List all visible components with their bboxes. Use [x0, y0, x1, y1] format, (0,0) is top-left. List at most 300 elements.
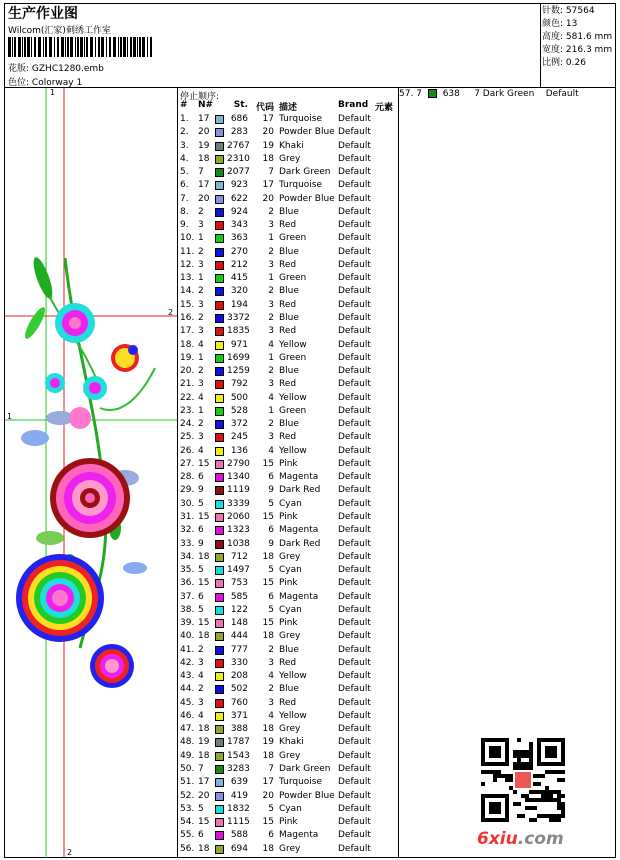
table-row: [179, 710, 399, 723]
row-needle: 18: [198, 631, 210, 642]
row-needle: 19: [198, 140, 210, 151]
pattern-label: 花版:: [8, 64, 30, 74]
row-index: 5.: [180, 167, 189, 178]
row-needle: 15: [198, 618, 210, 629]
row-description: Blue: [279, 286, 299, 297]
row-code: 4: [268, 710, 274, 721]
row-index: 12.: [180, 259, 195, 270]
color-swatch: [215, 181, 224, 190]
row-stitches: 1038: [227, 538, 250, 549]
row-description: Yellow: [279, 339, 307, 350]
row-brand: Default: [338, 299, 371, 310]
row-code: 4: [268, 392, 274, 403]
row-index: 29.: [180, 485, 195, 496]
row-code: 4: [268, 445, 274, 456]
table-row: [179, 484, 399, 497]
color-swatch: [215, 566, 224, 575]
row-stitches: 500: [230, 392, 248, 403]
table-row: [179, 325, 399, 338]
color-swatch: [215, 248, 224, 257]
row-description: Blue: [279, 684, 299, 695]
row-stitches: 1259: [227, 366, 250, 377]
row-code: 19: [262, 737, 274, 748]
row-brand: Default: [338, 366, 371, 377]
row-description: Turquoise: [279, 180, 323, 191]
row-needle: 1: [198, 352, 204, 363]
row-brand: Default: [338, 458, 371, 469]
row-stitches: 2310: [227, 153, 250, 164]
row-index: 42.: [180, 657, 195, 668]
row-index: 14.: [180, 286, 195, 297]
color-swatch: [215, 314, 224, 323]
row-needle: 15: [198, 578, 210, 589]
row-description: Dark Green: [279, 764, 331, 775]
table-row: [179, 259, 399, 272]
row-brand: Default: [338, 551, 371, 562]
row-needle: 5: [198, 803, 204, 814]
row-stitches: 415: [230, 273, 248, 284]
row-stitches: 122: [230, 604, 248, 615]
row-stitches: 136: [230, 445, 248, 456]
row-stitches: 148: [230, 618, 248, 629]
table-row: [179, 604, 399, 617]
row-index: 39.: [180, 618, 195, 629]
table-row: [179, 843, 399, 856]
table-row: [179, 683, 399, 696]
row-stitches: 245: [230, 432, 248, 443]
row-needle: 3: [198, 259, 204, 270]
row-stitches: 194: [230, 299, 248, 310]
color-swatch: [215, 473, 224, 482]
color-swatch: [215, 115, 224, 124]
row-needle: 15: [198, 511, 210, 522]
row-needle: 2: [198, 644, 204, 655]
table-row: [179, 299, 399, 312]
row-stitches: 588: [230, 830, 248, 841]
continued-brand: Default: [545, 89, 579, 99]
row-index: 13.: [180, 273, 195, 284]
watermark: 6xiu.com: [477, 829, 564, 849]
row-brand: Default: [338, 167, 371, 178]
row-code: 18: [262, 750, 274, 761]
row-code: 17: [262, 777, 274, 788]
row-brand: Default: [338, 193, 371, 204]
row-description: Turquoise: [279, 777, 323, 788]
row-code: 18: [262, 551, 274, 562]
table-row: [179, 538, 399, 551]
row-index: 18.: [180, 339, 195, 350]
row-stitches: 208: [230, 671, 248, 682]
row-description: Blue: [279, 419, 299, 430]
row-brand: Default: [338, 405, 371, 416]
row-code: 3: [268, 326, 274, 337]
row-stitches: 444: [230, 631, 248, 642]
row-description: Pink: [279, 578, 298, 589]
table-row: [179, 591, 399, 604]
table-row: [179, 471, 399, 484]
row-brand: Default: [338, 631, 371, 642]
row-index: 16.: [180, 312, 195, 323]
row-needle: 6: [198, 830, 204, 841]
row-code: 15: [262, 458, 274, 469]
row-description: Red: [279, 379, 297, 390]
table-row: [179, 829, 399, 842]
table-row: [179, 431, 399, 444]
row-code: 17: [262, 180, 274, 191]
continued-needle: 7: [416, 89, 422, 99]
row-description: Grey: [279, 551, 301, 562]
row-code: 6: [268, 472, 274, 483]
row-description: Grey: [279, 750, 301, 761]
row-description: Magenta: [279, 472, 319, 483]
row-stitches: 924: [230, 206, 248, 217]
row-description: Magenta: [279, 591, 319, 602]
row-brand: Default: [338, 153, 371, 164]
row-index: 4.: [180, 153, 189, 164]
row-stitches: 320: [230, 286, 248, 297]
row-description: Blue: [279, 246, 299, 257]
row-brand: Default: [338, 339, 371, 350]
row-needle: 6: [198, 591, 204, 602]
design-divider: [177, 87, 178, 858]
color-swatch: [215, 606, 224, 615]
color-swatch: [215, 672, 224, 681]
row-code: 20: [262, 127, 274, 138]
row-brand: Default: [338, 472, 371, 483]
row-code: 18: [262, 631, 274, 642]
row-stitches: 1323: [227, 525, 250, 536]
table-row: [179, 551, 399, 564]
row-needle: 15: [198, 458, 210, 469]
row-index: 51.: [180, 777, 195, 788]
row-brand: Default: [338, 114, 371, 124]
row-stitches: 3372: [227, 312, 250, 323]
row-stitches: 419: [230, 790, 248, 801]
row-needle: 2: [198, 206, 204, 217]
row-brand: Default: [338, 538, 371, 549]
color-swatch: [215, 593, 224, 602]
color-swatch: [215, 500, 224, 509]
row-index: 32.: [180, 525, 195, 536]
row-description: Grey: [279, 631, 301, 642]
row-index: 50.: [180, 764, 195, 775]
color-swatch: [215, 142, 224, 151]
row-description: Red: [279, 259, 297, 270]
row-index: 46.: [180, 710, 195, 721]
colorway-label: 色位:: [8, 78, 30, 88]
row-index: 53.: [180, 803, 195, 814]
row-code: 18: [262, 153, 274, 164]
row-index: 7.: [180, 193, 189, 204]
row-needle: 5: [198, 604, 204, 615]
color-swatch: [215, 646, 224, 655]
colorway-line: [8, 75, 82, 88]
table-row: [179, 339, 399, 352]
stats-divider: [540, 3, 541, 87]
row-description: Khaki: [279, 140, 304, 151]
color-swatch: [215, 619, 224, 628]
color-swatch: [215, 354, 224, 363]
row-code: 4: [268, 671, 274, 682]
row-code: 5: [268, 565, 274, 576]
row-index: 1.: [180, 114, 189, 124]
row-stitches: 270: [230, 246, 248, 257]
row-index: 15.: [180, 299, 195, 310]
row-code: 2: [268, 684, 274, 695]
row-code: 15: [262, 618, 274, 629]
row-description: Pink: [279, 458, 298, 469]
table-row: [179, 126, 399, 139]
row-brand: Default: [338, 259, 371, 270]
row-description: Pink: [279, 511, 298, 522]
color-swatch: [215, 553, 224, 562]
row-code: 15: [262, 578, 274, 589]
row-needle: 9: [198, 538, 204, 549]
color-swatch: [215, 738, 224, 747]
table-row: [179, 697, 399, 710]
row-brand: Default: [338, 803, 371, 814]
row-description: Blue: [279, 206, 299, 217]
row-index: 17.: [180, 326, 195, 337]
row-description: Red: [279, 326, 297, 337]
color-swatch: [215, 327, 224, 336]
row-brand: Default: [338, 777, 371, 788]
row-needle: 1: [198, 405, 204, 416]
row-needle: 19: [198, 737, 210, 748]
color-swatch: [215, 540, 224, 549]
row-index: 23.: [180, 405, 195, 416]
row-description: Cyan: [279, 604, 302, 615]
table-row: [179, 630, 399, 643]
row-needle: 7: [198, 764, 204, 775]
row-description: Blue: [279, 312, 299, 323]
row-description: Powder Blue: [279, 127, 335, 138]
row-code: 17: [262, 114, 274, 124]
header-code: 代码: [255, 103, 274, 113]
color-swatch: [215, 818, 224, 827]
row-brand: Default: [338, 445, 371, 456]
design-preview: [5, 88, 177, 858]
row-code: 7: [268, 764, 274, 775]
row-needle: 5: [198, 565, 204, 576]
row-brand: Default: [338, 432, 371, 443]
color-swatch: [215, 699, 224, 708]
row-brand: Default: [338, 326, 371, 337]
row-code: 9: [268, 485, 274, 496]
row-code: 2: [268, 246, 274, 257]
color-swatch: [215, 128, 224, 137]
row-needle: 4: [198, 445, 204, 456]
row-description: Dark Red: [279, 538, 321, 549]
row-description: Cyan: [279, 803, 302, 814]
row-stitches: 330: [230, 657, 248, 668]
row-index: 20.: [180, 366, 195, 377]
row-index: 24.: [180, 419, 195, 430]
color-swatch: [215, 367, 224, 376]
header-index: #: [180, 100, 188, 110]
table-row: [179, 445, 399, 458]
color-swatch: [215, 195, 224, 204]
row-needle: 18: [198, 551, 210, 562]
row-index: 48.: [180, 737, 195, 748]
row-needle: 6: [198, 525, 204, 536]
row-description: Green: [279, 352, 307, 363]
row-needle: 18: [198, 750, 210, 761]
row-code: 6: [268, 830, 274, 841]
row-brand: Default: [338, 206, 371, 217]
row-stitches: 923: [230, 180, 248, 191]
row-code: 3: [268, 299, 274, 310]
row-description: Yellow: [279, 710, 307, 721]
row-stitches: 777: [230, 644, 248, 655]
color-swatch: [215, 685, 224, 694]
barcode: [8, 37, 152, 57]
color-swatch: [215, 208, 224, 217]
table-row: [179, 763, 399, 776]
row-code: 2: [268, 419, 274, 430]
table-row: [179, 644, 399, 657]
row-brand: Default: [338, 220, 371, 231]
row-index: 27.: [180, 458, 195, 469]
row-code: 4: [268, 339, 274, 350]
header-brand: Brand: [338, 100, 369, 110]
row-brand: Default: [338, 286, 371, 297]
row-needle: 1: [198, 233, 204, 244]
row-description: Dark Red: [279, 485, 321, 496]
row-brand: Default: [338, 843, 371, 854]
row-brand: Default: [338, 498, 371, 509]
row-needle: 4: [198, 392, 204, 403]
row-index: 28.: [180, 472, 195, 483]
row-code: 1: [268, 405, 274, 416]
row-brand: Default: [338, 657, 371, 668]
row-stitches: 1835: [227, 326, 250, 337]
row-code: 3: [268, 220, 274, 231]
continued-desc: Dark Green: [482, 89, 535, 99]
row-index: 33.: [180, 538, 195, 549]
row-needle: 18: [198, 843, 210, 854]
page-title: 生产作业图: [8, 6, 78, 22]
axis-label-right: 2: [168, 308, 174, 317]
row-brand: Default: [338, 578, 371, 589]
color-swatch: [215, 221, 224, 230]
row-index: 54.: [180, 817, 195, 828]
header-stitches: St.: [233, 100, 248, 110]
row-brand: Default: [338, 671, 371, 682]
row-code: 1: [268, 352, 274, 363]
row-code: 18: [262, 724, 274, 735]
row-code: 2: [268, 644, 274, 655]
row-stitches: 3339: [227, 498, 250, 509]
table-row: [179, 246, 399, 259]
continued-index: 57.: [399, 89, 414, 99]
row-brand: Default: [338, 352, 371, 363]
row-description: Cyan: [279, 565, 302, 576]
row-brand: Default: [338, 644, 371, 655]
row-stitches: 760: [230, 697, 248, 708]
row-needle: 17: [198, 180, 210, 191]
color-swatch: [215, 845, 224, 854]
row-needle: 3: [198, 657, 204, 668]
row-needle: 2: [198, 684, 204, 695]
table-row: [179, 206, 399, 219]
color-swatch: [215, 805, 224, 814]
row-stitches: 371: [230, 710, 248, 721]
design-stats: [542, 5, 612, 70]
row-needle: 2: [198, 246, 204, 257]
row-description: Magenta: [279, 525, 319, 536]
row-description: Red: [279, 220, 297, 231]
color-swatch: [215, 433, 224, 442]
table-body: [179, 113, 399, 856]
color-swatch: [215, 752, 224, 761]
color-swatch: [215, 155, 224, 164]
axis-label-left: 1: [7, 412, 13, 421]
row-needle: 17: [198, 114, 210, 124]
row-brand: Default: [338, 710, 371, 721]
row-needle: 4: [198, 671, 204, 682]
row-stitches: 1699: [227, 352, 250, 363]
row-code: 3: [268, 697, 274, 708]
row-code: 2: [268, 312, 274, 323]
company-name: Wilcom(汇家)刺绣工作室: [8, 26, 111, 36]
color-swatch: [215, 287, 224, 296]
row-brand: Default: [338, 790, 371, 801]
row-brand: Default: [338, 127, 371, 138]
row-index: 55.: [180, 830, 195, 841]
stat-height: 高度: 581.6 mm: [542, 32, 613, 42]
table-row: [179, 458, 399, 471]
pattern-value: GZHC1280.emb: [31, 64, 104, 74]
row-description: Powder Blue: [279, 790, 335, 801]
row-index: 38.: [180, 604, 195, 615]
row-brand: Default: [338, 591, 371, 602]
color-swatch: [215, 394, 224, 403]
row-stitches: 585: [230, 591, 248, 602]
row-stitches: 2790: [227, 458, 250, 469]
table-row: [179, 790, 399, 803]
row-needle: 4: [198, 339, 204, 350]
color-swatch: [215, 831, 224, 840]
row-stitches: 343: [230, 220, 248, 231]
row-needle: 2: [198, 312, 204, 323]
row-needle: 2: [198, 419, 204, 430]
row-index: 47.: [180, 724, 195, 735]
color-swatch: [215, 526, 224, 535]
row-brand: Default: [338, 233, 371, 244]
table-row: [179, 285, 399, 298]
row-brand: Default: [338, 737, 371, 748]
table-header: [179, 100, 399, 113]
row-description: Green: [279, 405, 307, 416]
row-description: Cyan: [279, 498, 302, 509]
row-stitches: 1832: [227, 803, 250, 814]
table-row: [179, 524, 399, 537]
row-description: Red: [279, 432, 297, 443]
row-code: 6: [268, 525, 274, 536]
row-stitches: 2060: [227, 511, 250, 522]
color-swatch: [215, 234, 224, 243]
row-stitches: 1497: [227, 565, 250, 576]
color-swatch: [215, 765, 224, 774]
table-row: [179, 179, 399, 192]
row-stitches: 2767: [227, 140, 250, 151]
row-needle: 15: [198, 817, 210, 828]
row-index: 3.: [180, 140, 189, 151]
row-needle: 4: [198, 710, 204, 721]
row-stitches: 639: [230, 777, 248, 788]
row-code: 5: [268, 604, 274, 615]
